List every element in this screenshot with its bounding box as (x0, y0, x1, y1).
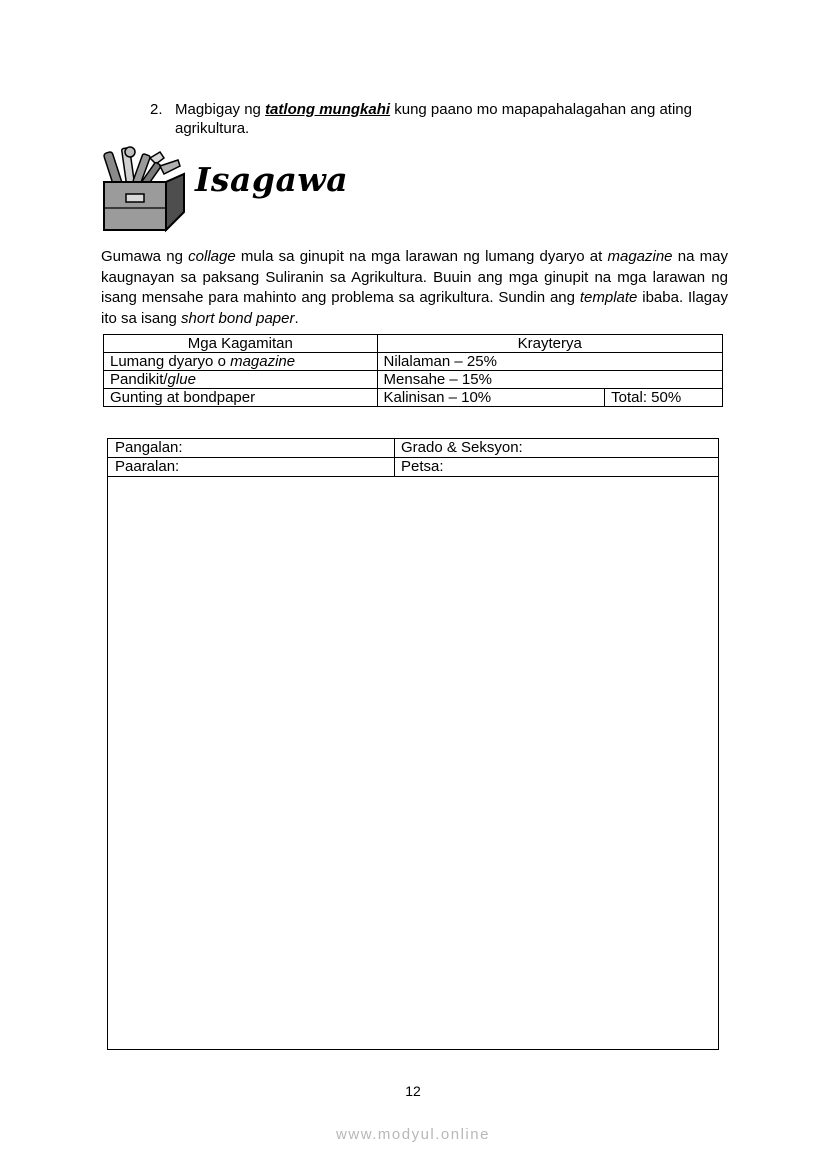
criterion-cell: Kalinisan – 10% (377, 389, 605, 407)
instr-italic-4: short bond paper (181, 309, 295, 327)
date-label: Petsa: (401, 458, 444, 475)
instr-text-1: Gumawa ng (101, 248, 189, 265)
table-header-row (104, 335, 723, 353)
instr-italic-1: collage (188, 248, 236, 265)
instr-text-3: na may kaugnayan sa paksang Suliranin sa Agrikultura. Buuin ang mga ginupit na mga larawan ng isang mensahe para mahinto ang problema sa agrikultura. Sundin ang (101, 248, 728, 306)
grade-section-label: Grado & Seksyon: (401, 439, 523, 456)
footer-watermark: www.modyul.online (336, 1126, 490, 1143)
form-row-name (108, 439, 718, 458)
material-text: Lumang dyaryo o (110, 353, 231, 370)
item-text (175, 100, 735, 138)
instr-text-2: mula sa ginupit na mga larawan ng lumang dyaryo at (235, 248, 608, 265)
criteria-table (103, 334, 723, 407)
table-row (104, 353, 723, 371)
form-row-school (108, 458, 718, 477)
table-row (104, 389, 723, 407)
instr-text-5: . (294, 309, 299, 327)
instr-italic-3: template (579, 289, 638, 306)
item-text-end: kung paano mo mapapahalagahan ang ating agrikultura. (175, 101, 692, 137)
material-cell (104, 371, 378, 389)
item-number: 2. (150, 101, 163, 118)
item-emphasis: tatlong mungkahi (265, 101, 391, 118)
instructions-paragraph (101, 247, 728, 329)
instr-italic-2: magazine (607, 248, 673, 265)
material-italic: glue (167, 371, 196, 388)
page-number: 12 (405, 1083, 421, 1099)
school-label: Paaralan: (115, 458, 180, 475)
collage-template (107, 438, 719, 1050)
instr-text-4: ibaba. Ilagay ito sa isang (101, 289, 728, 327)
total-cell: Total: 50% (605, 389, 723, 407)
material-text: Pandikit/ (110, 371, 168, 388)
toolbox-icon (100, 146, 190, 236)
material-italic: magazine (230, 353, 296, 370)
header-materials: Mga Kagamitan (104, 335, 378, 353)
item-text-start: Magbigay ng (175, 101, 266, 118)
material-cell: Gunting at bondpaper (104, 389, 378, 407)
name-label: Pangalan: (115, 439, 183, 456)
header-criteria: Krayterya (377, 335, 722, 353)
criterion-cell: Nilalaman – 25% (377, 353, 722, 371)
form-divider (394, 439, 395, 477)
criterion-cell: Mensahe – 15% (377, 371, 722, 389)
material-cell (104, 353, 378, 371)
table-row (104, 371, 723, 389)
section-title: Isagawa (195, 160, 349, 199)
